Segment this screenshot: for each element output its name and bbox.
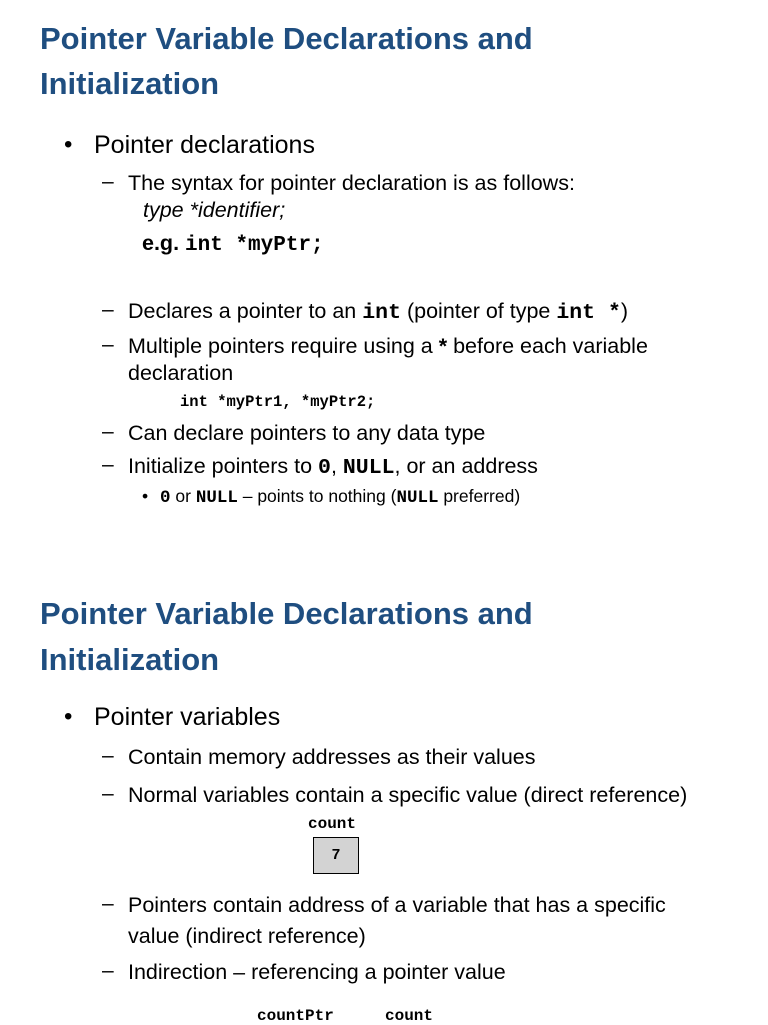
multiple-pre: Multiple pointers require using a xyxy=(128,334,433,358)
item-memory-addresses: Contain memory addresses as their values xyxy=(128,745,536,769)
init-comma: , xyxy=(330,454,337,478)
multiple-line xyxy=(128,334,648,359)
dash-icon: – xyxy=(102,298,114,321)
slide2-bullet-text: Pointer variables xyxy=(94,703,281,731)
example-code: int *myPtr; xyxy=(185,234,324,257)
bullet-icon: • xyxy=(64,703,73,730)
sub-zero: 0 xyxy=(160,488,171,508)
diagram-label-count: count xyxy=(385,1007,434,1025)
declares-mid: (pointer of type xyxy=(406,299,551,323)
item-pointers-line2: value (indirect reference) xyxy=(128,924,366,948)
dash-icon: – xyxy=(102,333,114,356)
count-value: 7 xyxy=(331,847,341,864)
dash-icon: – xyxy=(102,744,114,767)
item-indirection: Indirection – referencing a pointer value xyxy=(128,960,506,984)
item-pointers-line1: Pointers contain address of a variable that has a specific xyxy=(128,893,666,917)
any-type-line: Can declare pointers to any data type xyxy=(128,421,486,445)
small-bullet-icon: • xyxy=(142,486,149,506)
sub-or: or xyxy=(175,486,191,506)
declares-post: ) xyxy=(620,299,629,323)
sub-text: – points to nothing ( xyxy=(242,486,397,506)
init-null: NULL xyxy=(342,456,395,480)
count-label: count xyxy=(308,815,357,833)
sub-null: NULL xyxy=(195,488,238,508)
sub-end: preferred) xyxy=(443,486,521,506)
declares-code1: int xyxy=(362,301,401,325)
syntax-form: type *identifier; xyxy=(143,198,286,222)
diagram-label-countptr: countPtr xyxy=(257,1007,334,1025)
init-line xyxy=(128,454,538,480)
declares-pre: Declares a pointer to an xyxy=(128,299,357,323)
item-normal-variables: Normal variables contain a specific value (direct reference) xyxy=(128,783,688,807)
declares-line xyxy=(128,299,628,325)
sub-bullet-line xyxy=(160,486,520,508)
slide2-title-line2: Initialization xyxy=(40,642,220,677)
multiple-code: int *myPtr1, *myPtr2; xyxy=(180,393,376,411)
dash-icon: – xyxy=(102,170,114,193)
slide2-title-line1: Pointer Variable Declarations and xyxy=(40,596,533,631)
dash-icon: – xyxy=(102,959,114,982)
multiple-line2: declaration xyxy=(128,361,234,385)
multiple-post: before each variable xyxy=(453,334,648,358)
multiple-star: * xyxy=(438,334,448,358)
count-box xyxy=(313,837,359,874)
declares-code2: int * xyxy=(556,301,621,325)
syntax-line: The syntax for pointer declaration is as follows: xyxy=(128,171,575,195)
slide1-title-line2: Initialization xyxy=(40,66,220,101)
dash-icon: – xyxy=(102,782,114,805)
bullet-icon: • xyxy=(64,131,73,158)
example-prefix: e.g. xyxy=(142,231,180,255)
sub-null2: NULL xyxy=(396,488,439,508)
slide1-bullet-text: Pointer declarations xyxy=(94,131,315,159)
init-post: , or an address xyxy=(394,454,538,478)
example-line xyxy=(142,231,324,257)
init-pre: Initialize pointers to xyxy=(128,454,313,478)
dash-icon: – xyxy=(102,892,114,915)
dash-icon: – xyxy=(102,420,114,443)
init-zero: 0 xyxy=(318,456,331,480)
slide1-title-line1: Pointer Variable Declarations and xyxy=(40,21,533,56)
dash-icon: – xyxy=(102,453,114,476)
